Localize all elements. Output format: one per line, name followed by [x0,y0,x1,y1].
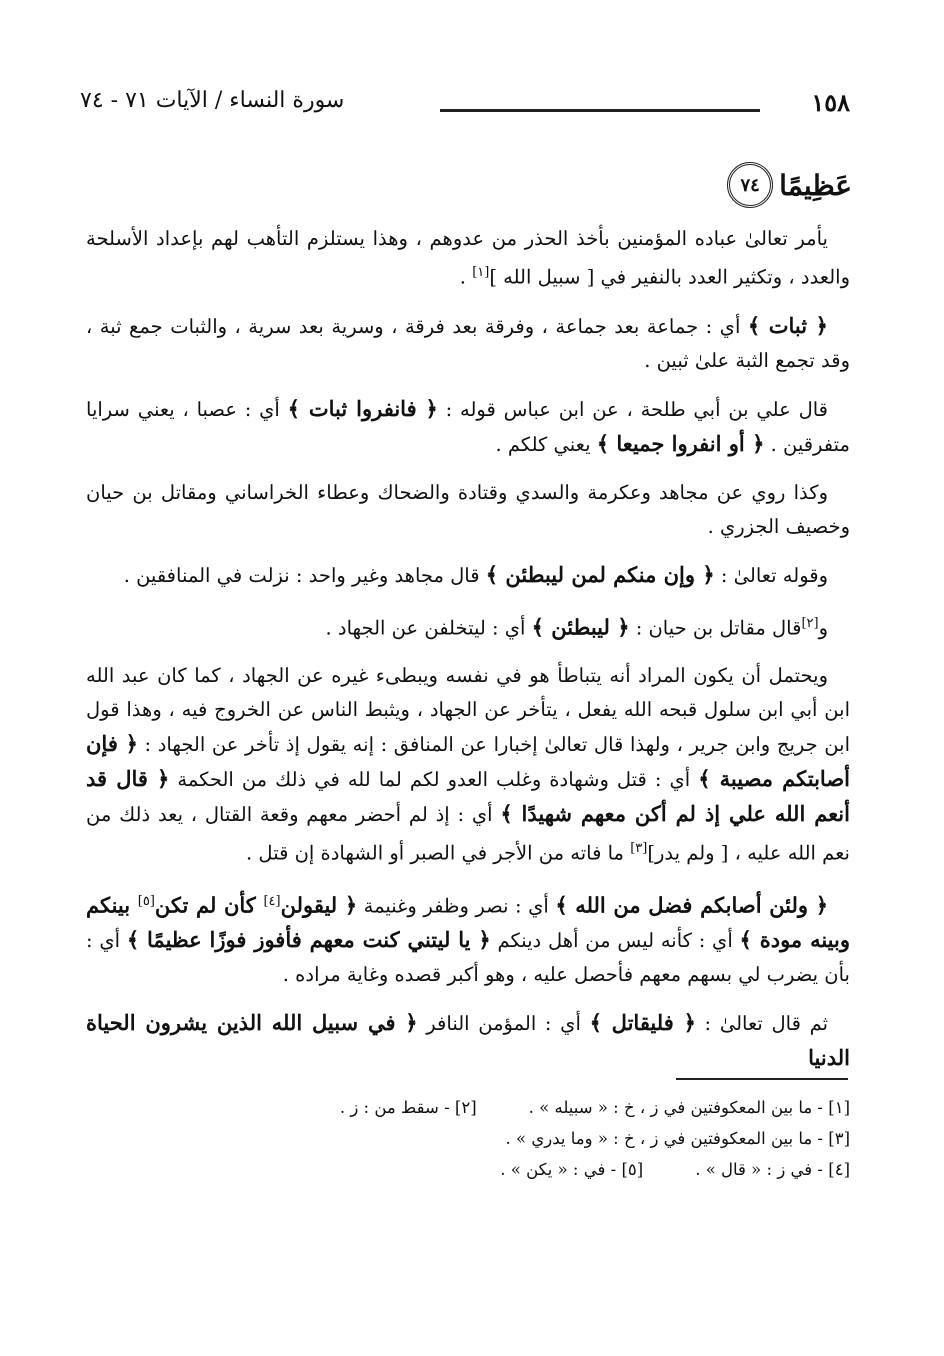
paragraph [86,659,850,871]
quran-quote: ﴿ فليقاتل ﴾ [589,1010,696,1035]
ayah-number-marker: ٧٤ [727,162,773,208]
paragraph-text: أي : نصر وظفر وغنيمة [357,894,556,917]
quran-quote: ﴿ وإن منكم لمن ليبطئن ﴾ [485,561,715,587]
header-rule [440,109,760,112]
footnote-row [86,1154,850,1185]
paragraph-text: و [818,616,828,639]
page-number: ١٥٨ [811,88,850,117]
quran-quote: ﴿ فإن أصابتكم مصيبة ﴾ [86,731,850,791]
footnote: [١] - ما بين المعكوفتين في ز ، خ : « سبيله » . [528,1098,850,1117]
quran-quote: ﴿ فانفروا ثبات ﴾ [287,395,438,421]
quran-quote: ﴿ يا ليتني كنت معهم فأفوز فوزًا عظيمًا ﴾ [126,927,491,952]
paragraph-text: وكذا روي عن مجاهد وعكرمة والسدي وقتادة والضحاك وعطاء الخراساني ومقاتل بن حيان وخصيف الجزري . [86,480,850,538]
paragraph [86,222,850,295]
paragraph-text: أي : ليتخلفن عن الجهاد . [325,616,532,639]
paragraph-text: أي : جماعة بعد جماعة ، وفرقة بعد فرقة ، وسرية بعد سرية ، والثبات جمع ثبة ، وقد تجمع الثبة علىٰ ثبين . [86,314,850,372]
footnote-row [86,1092,850,1123]
paragraph-text: يعني كلكم . [495,432,597,456]
footnote-row [86,1123,850,1154]
paragraph-text: يأمر تعالىٰ عباده المؤمنين بأخذ الحذر من عدوهم ، وهذا يستلزم التأهب لهم بإعداد الأسلحة والعدد ، وتكثير العدد بالنفير في [ سبيل الله ] [86,227,850,289]
footnote: [٤] - في ز : « قال » . [695,1160,850,1179]
surah-title: سورة النساء / الآيات ٧١ - ٧٤ [80,88,345,113]
quran-quote: بينكم وبينه مودة ﴾ [86,892,850,952]
paragraph [86,476,850,544]
quran-quote: ﴿ قال قد أنعم الله علي إذ لم أكن معهم شهيدًا ﴾ [86,766,850,826]
paragraph-text: . [459,265,473,289]
paragraph [86,885,850,993]
footnote-ref: [١] [472,265,490,280]
paragraph-text: أي : كأنه ليس من أهل دينكم [490,929,740,952]
paragraph-text: ويحتمل أن يكون المراد أنه يتباطأ هو في نفسه ويبطىء غيره عن الجهاد ، كما كان عبد الله ابن أبي ابن سلول قبحه الله يفعل ، يتأخر عن الجهاد ، ويثبط الناس عن الخروج فيه ، وهذا قول ابن جريج وابن جرير ، ولهذا قال تعالىٰ إخبارا عن المنافق : إنه يقول إذ تأخر عن الجهاد : [86,664,850,756]
paragraph [86,558,850,593]
paragraph-text: أي : إذ لم أحضر معهم وقعة القتال ، يعد ذلك من نعم الله عليه ، [ ولم يدر] [86,803,850,865]
paragraph-text: أي : بأن يضرب لي بسهم معهم فأحصل عليه ، وهو أكبر قصده وغاية مراده . [86,929,850,986]
paragraph-text: ما فاته من الأجر في الصبر أو الشهادة إن قتل . [246,841,631,865]
footnote-ref: [٥] [137,893,155,909]
footnote-ref: [٢] [801,615,819,631]
footnote-ref: [٣] [630,841,648,856]
footnote: [٥] - في : « يكن » . [500,1160,644,1179]
paragraph-text: قال مقاتل بن حيان : [629,616,802,639]
paragraph [86,309,850,378]
paragraph-text: وقوله تعالىٰ : [714,563,828,587]
quran-quote: ﴿ أو انفروا جميعا ﴾ [596,430,765,456]
quran-quote: ﴿ ثبات ﴾ [747,312,828,338]
paragraph-text: ثم قال تعالىٰ : [695,1012,828,1035]
tafsir-body [86,222,850,1090]
paragraph-text: أي : عصبا ، يعني سرايا متفرقين . [86,397,850,456]
quran-quote: ﴿ ولئن أصابكم فضل من الله ﴾ [555,892,829,917]
verse-tail-word: عَظِيمًا [779,168,852,202]
verse-tail [727,162,852,208]
quran-quote: ﴿ ليبطئن ﴾ [531,614,630,639]
paragraph-text: أي : المؤمن النافر [417,1012,590,1035]
footnote-ref: [٤] [263,893,281,909]
footnote: [٣] - ما بين المعكوفتين في ز ، خ : « وما يدري » . [505,1129,850,1148]
paragraph-text: قال علي بن أبي طلحة ، عن ابن عباس قوله : [437,397,829,421]
paragraph [86,392,850,462]
paragraph-text: قال مجاهد وغير واحد : نزلت في المنافقين . [123,563,486,587]
paragraph [86,607,850,646]
footnote-rule [676,1078,848,1080]
paragraph-text: أي : قتل وشهادة وغلب العدو لكم لما لله في ذلك من الحكمة [169,768,699,791]
quran-quote: ﴿ في سبيل الله الذين يشرون الحياة الدنيا [86,1010,850,1070]
paragraph [86,1006,850,1076]
page-header [80,88,850,122]
quran-quote: كأن لم تكن [154,892,264,917]
footnotes [86,1092,850,1185]
footnote: [٢] - سقط من : ز . [339,1098,477,1117]
quran-quote: ﴿ ليقولن [280,892,358,917]
